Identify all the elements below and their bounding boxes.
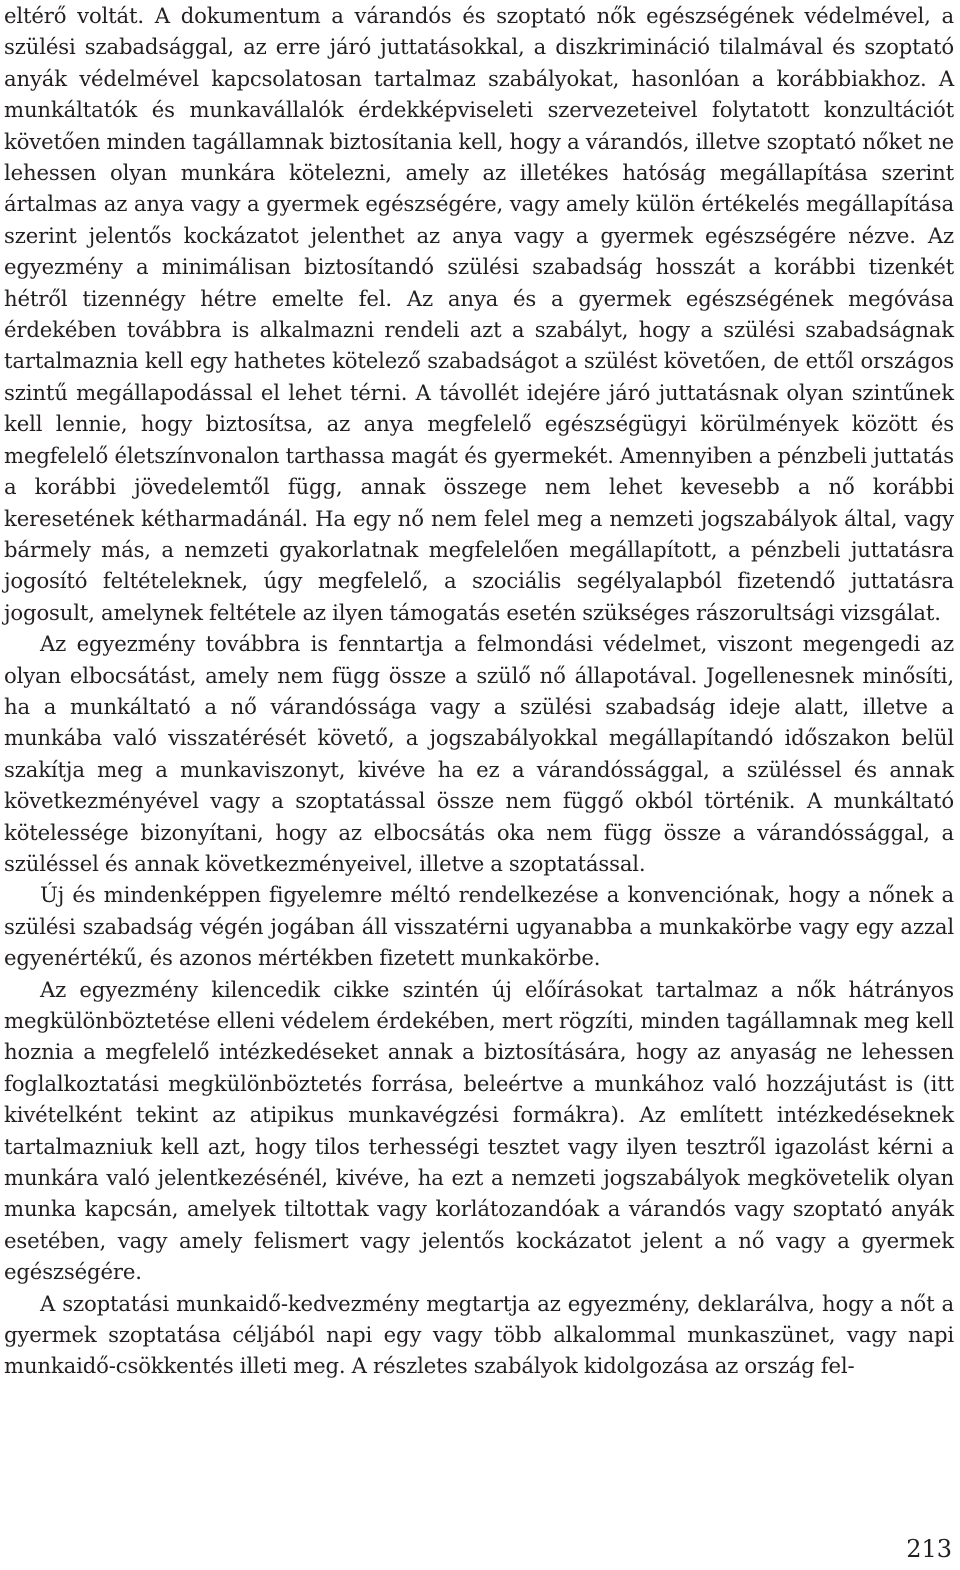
- paragraph: eltérő voltát. A dokumentum a várandós és szoptató nők egészségének védelmével, a szülési szabadsággal, az erre járó juttatásokkal, a diszkrimináció tilalmával és szoptató anyák védelmével kapcsolatosan tartalmaz szabályokat, hasonlóan a korábbiakhoz. A munkáltatók és munkavállalók érdekképviseleti szervezeteivel folytatott konzultációt követően minden tagállamnak biztosítania kell, hogy a várandós, illetve szoptató nőket ne lehessen olyan munkára kötelezni, amely az illetékes hatóság megállapítása szerint ártalmas az anya vagy a gyermek egészségére, vagy amely külön értékelés megállapítása szerint jelentős kockázatot jelenthet az anya vagy a gyermek egészségére nézve. Az egyezmény a minimálisan biztosítandó szülési szabadság hosszát a korábbi tizenkét hétről tizennégy hétre emelte fel. Az anya és a gyermek egészségének megóvása érdekében továbbra is alkalmazni rendeli azt a szabályt, hogy a szülési szabadságnak tartalmaznia kell egy hathetes kötelező szabadságot a szülést követően, de ettől országos szintű megállapodással el lehet térni. A távollét idejére járó juttatásnak olyan szintűnek kell lennie, hogy biztosítsa, az anya megfelelő egészségügyi körülmények között és megfelelő életszínvonalon tarthassa magát és gyermekét. Amennyiben a pénzbeli juttatás a korábbi jövedelemtől függ, annak összege nem lehet kevesebb a nő korábbi keresetének kétharmadánál. Ha egy nő nem felel meg a nemzeti jogszabályok által, vagy bármely más, a nemzeti gyakorlatnak megfelelően megállapított, a pénzbeli juttatásra jogosító feltételeknek, úgy megfelelő, a szociális segélyalapból fizetendő juttatásra jogosult, amelynek feltétele az ilyen támogatás esetén szükséges rászorultsági vizsgálat.: [4, 3, 954, 625]
- document-body: [4, 0, 954, 1382]
- paragraph: A szoptatási munkaidő-kedvezmény megtartja az egyezmény, deklarálva, hogy a nőt a gyermek szoptatása céljából napi egy vagy több alkalommal munkaszünet, vagy napi munkaidő-csökkentés illeti meg. A részletes szabályok kidolgozása az ország fel-: [4, 1290, 954, 1379]
- page-number: 213: [906, 1535, 952, 1563]
- paragraph: Új és mindenképpen figyelemre méltó rendelkezése a konvenciónak, hogy a nőnek a szülési szabadság végén jogában áll visszatérni ugyanabba a munkakörbe vagy egy azzal egyenértékű, és azonos mértékben fizetett munkakörbe.: [4, 882, 954, 971]
- paragraph: Az egyezmény továbbra is fenntartja a felmondási védelmet, viszont megengedi az olyan elbocsátást, amely nem függ össze a szülő nő állapotával. Jogellenesnek minősíti, ha a munkáltató a nő várandóssága vagy a szülési szabadság ideje alatt, illetve a munkába való visszatérését követő, a jogszabályokkal megállapítandó időszakon belül szakítja meg a munkaviszonyt, kivéve ha ez a várandóssággal, a szüléssel és annak következményével vagy a szoptatással össze nem függő okból történik. A munkáltató kötelessége bizonyítani, hogy az elbocsátás oka nem függ össze a várandóssággal, a szüléssel és annak következményeivel, illetve a szoptatással.: [4, 631, 954, 876]
- paragraph: Az egyezmény kilencedik cikke szintén új előírásokat tartalmaz a nők hátrányos megkülönböztetése elleni védelem érdekében, mert rögzíti, minden tagállamnak meg kell hoznia a megfelelő intézkedéseket annak a biztosítására, hogy az anyaság ne lehessen foglalkoztatási megkülönböztetés forrása, beleértve a munkához való hozzájutást is (itt kivételként tekint az atipikus munkavégzési formákra). Az említett intézkedéseknek tartalmazniuk kell azt, hogy tilos terhességi tesztet vagy ilyen tesztről igazolást kérni a munkára való jelentkezésénél, kivéve, ha ezt a nemzeti jogszabályok megkövetelik olyan munka kapcsán, amelyek tiltottak vagy korlátozandóak a várandós vagy szoptató anyák esetében, vagy amely felismert vagy jelentős kockázatot jelent a nő vagy a gyermek egészségére.: [4, 976, 954, 1285]
